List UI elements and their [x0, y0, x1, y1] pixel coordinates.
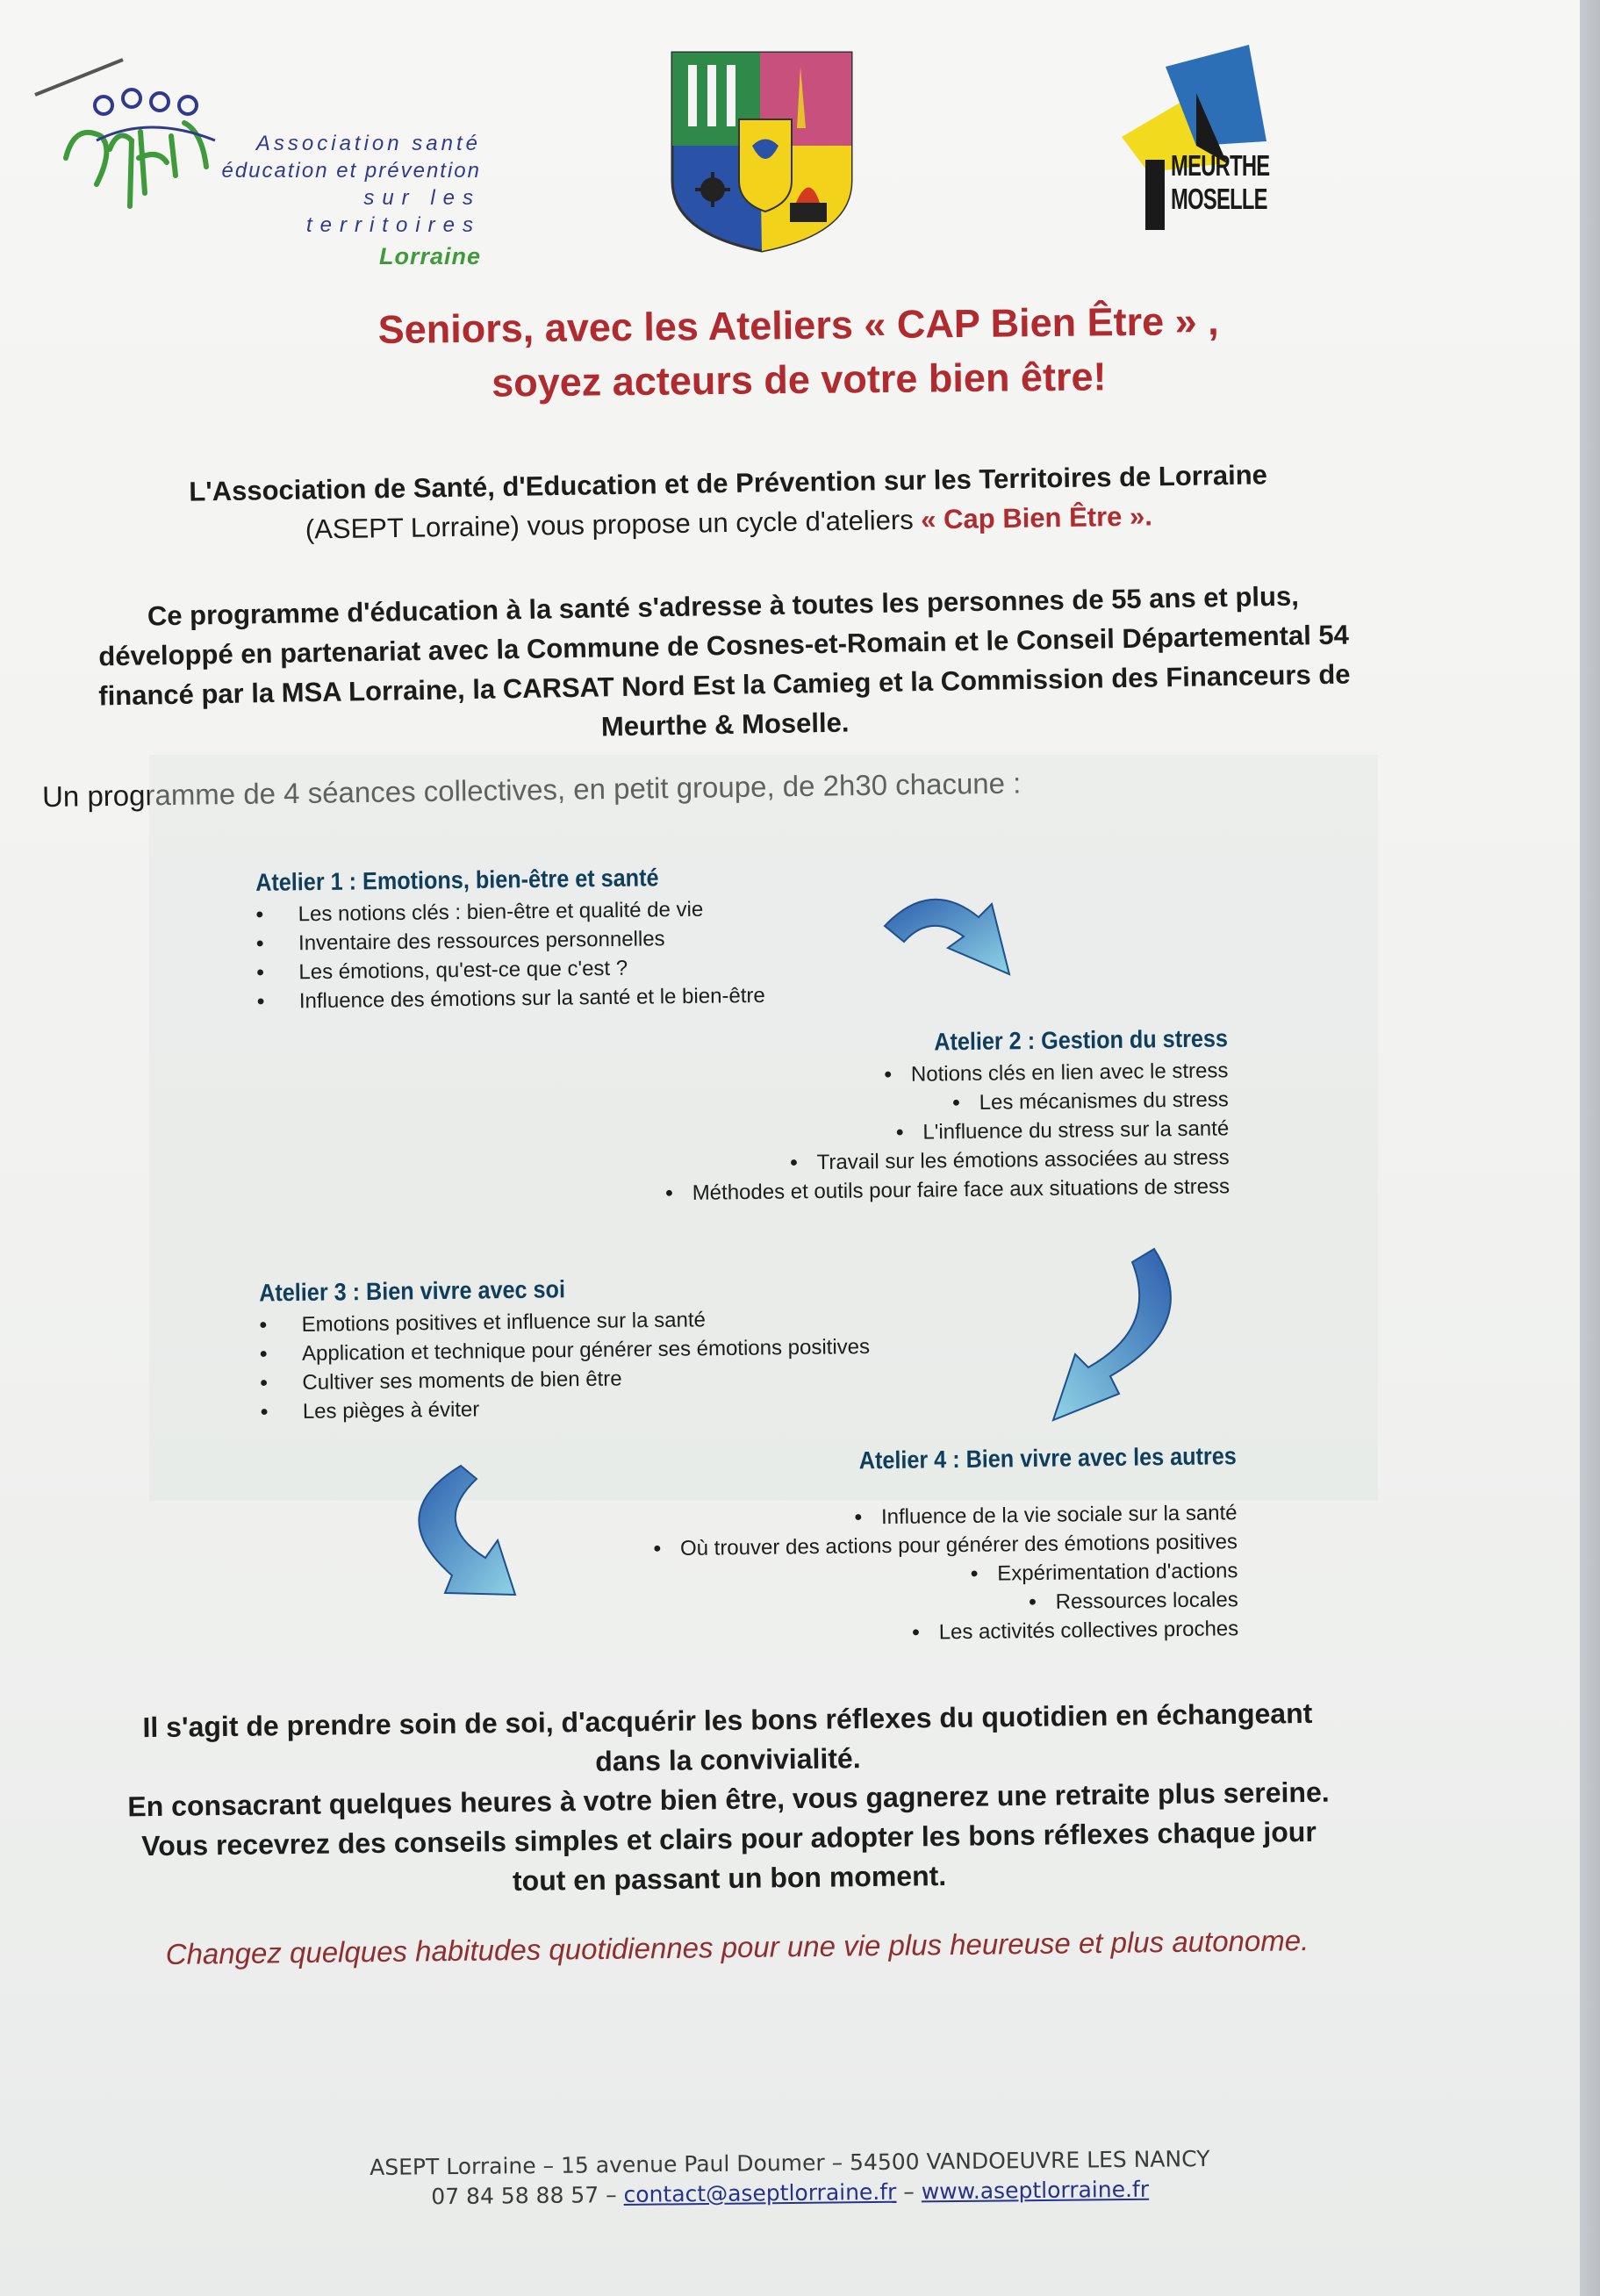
curved-arrow-icon — [399, 1461, 522, 1606]
footer-address: ASEPT Lorraine – 15 avenue Paul Doumer – 54500 VANDOEUVRE LES NANCY — [370, 2145, 1210, 2181]
flyer-title — [227, 292, 1369, 413]
atelier-4-title: Atelier 4 : Bien vivre avec les autres — [858, 1442, 1237, 1474]
footer-website-link[interactable]: www.aseptlorraine.fr — [921, 2176, 1150, 2205]
atelier-2 — [561, 1022, 1230, 1209]
list-item: • Où trouver des actions pour générer des émotions positives — [544, 1527, 1238, 1565]
page-edge — [1580, 0, 1600, 2296]
closing-paragraph — [43, 1692, 1415, 1906]
list-item: • Emotions positives et influence sur la santé — [259, 1302, 1049, 1340]
curved-arrow-icon — [1049, 1245, 1189, 1429]
program-line3: financé par la MSA Lorraine, la CARSAT Nord Est la Camieg et la Commission des Financeurs de — [98, 658, 1351, 712]
atelier-3-title: Atelier 3 : Bien vivre avec soi — [259, 1275, 566, 1307]
program-lead: Un programme de 4 séances collectives, en petit groupe, de 2h30 chacune : — [41, 766, 1022, 814]
atelier-4-list — [543, 1498, 1238, 1652]
asept-logo-line2: éducation et prévention — [221, 159, 481, 183]
list-item: • Inventaire des ressources personnelles — [256, 921, 958, 958]
atelier-2-list — [561, 1056, 1230, 1209]
list-item: • Ressources locales — [545, 1585, 1238, 1623]
department-tag-bar — [1145, 160, 1165, 230]
closing-line1: Il s'agit de prendre soin de soi, d'acquérir les bons réflexes du quotidien en échangeant — [142, 1697, 1313, 1744]
intro-paragraph — [61, 453, 1396, 553]
list-item: • Travail sur les émotions associées au stress — [562, 1143, 1229, 1180]
atelier-2-title: Atelier 2 : Gestion du stress — [934, 1024, 1229, 1056]
title-line2: soyez acteurs de votre bien être! — [491, 354, 1107, 405]
list-item: • Influence de la vie sociale sur la santé — [543, 1498, 1237, 1536]
list-item: • Les notions clés : bien-être et qualité de vie — [255, 892, 958, 929]
list-item: • Influence des émotions sur la santé et le bien-être — [257, 979, 959, 1016]
atelier-1-list — [255, 892, 959, 1016]
asept-logo-text — [183, 130, 481, 274]
closing-line3: En consacrant quelques heures à votre bien être, vous gagnerez une retraite plus sereine. — [127, 1776, 1330, 1823]
closing-line2: dans la convivialité. — [595, 1742, 861, 1777]
closing-line5: tout en passant un bon moment. — [512, 1859, 947, 1898]
atelier-3 — [259, 1268, 1051, 1427]
list-item: • Les activités collectives proches — [545, 1614, 1238, 1652]
list-item: • Les émotions, qu'est-ce que c'est ? — [256, 950, 958, 987]
asept-logo-region: Lorraine — [378, 243, 481, 269]
closing-line4: Vous recevrez des conseils simples et clairs pour adopter les bons réflexes chaque jour — [141, 1815, 1317, 1862]
program-line1: Ce programme d'éducation à la santé s'adresse à toutes les personnes de 55 ans et plus, — [147, 580, 1300, 632]
footer-phone: 07 84 58 88 57 – — [431, 2181, 624, 2210]
list-item: • Les pièges à éviter — [261, 1388, 1051, 1426]
atelier-4 — [543, 1440, 1239, 1652]
list-item: • Méthodes et outils pour faire face aux situations de stress — [563, 1172, 1230, 1209]
list-item: • Notions clés en lien avec le stress — [561, 1056, 1228, 1093]
list-item: • Les mécanismes du stress — [562, 1085, 1229, 1122]
department-name-line2: MOSELLE — [1171, 183, 1267, 215]
program-paragraph — [43, 574, 1406, 756]
list-item: • L'influence du stress sur la santé — [562, 1114, 1229, 1151]
department-name-line1: MEURTHE — [1171, 149, 1270, 182]
motto: Changez quelques habitudes quotidiennes pour une vie plus heureuse et plus autonome. — [165, 1924, 1309, 1970]
commune-coat-of-arms-icon — [669, 49, 855, 255]
list-item: • Cultiver ses moments de bien être — [260, 1360, 1050, 1398]
list-item: • Expérimentation d'actions — [544, 1556, 1238, 1594]
footer-email-link[interactable]: contact@aseptlorraine.fr — [623, 2178, 897, 2207]
atelier-1-title: Atelier 1 : Emotions, bien-être et santé — [255, 864, 659, 896]
asept-logo-line1: Association santé — [255, 132, 481, 155]
title-line1: Seniors, avec les Ateliers « CAP Bien Être » , — [377, 298, 1219, 353]
list-item: • Application et technique pour générer ses émotions positives — [260, 1331, 1050, 1369]
footer — [263, 2143, 1317, 2214]
intro-line2-text: (ASEPT Lorraine) vous propose un cycle d'ateliers — [305, 504, 922, 545]
department-name — [1171, 149, 1270, 216]
asept-logo-line3: sur les territoires — [305, 186, 481, 237]
atelier-1 — [255, 858, 959, 1016]
intro-line1: L'Association de Santé, d'Education et de Prévention sur les Territoires de Lorraine — [189, 459, 1268, 507]
footer-separator: – — [896, 2178, 922, 2205]
curved-arrow-icon — [878, 882, 1027, 987]
atelier-3-list — [259, 1302, 1051, 1427]
program-line4: Meurthe & Moselle. — [600, 707, 850, 743]
program-line2: développé en partenariat avec la Commune de Cosnes-et-Romain et le Conseil Départemental 54 — [98, 619, 1350, 672]
show-through-background — [1317, 149, 1545, 228]
intro-workshop-name: « Cap Bien Être ». — [920, 500, 1153, 535]
